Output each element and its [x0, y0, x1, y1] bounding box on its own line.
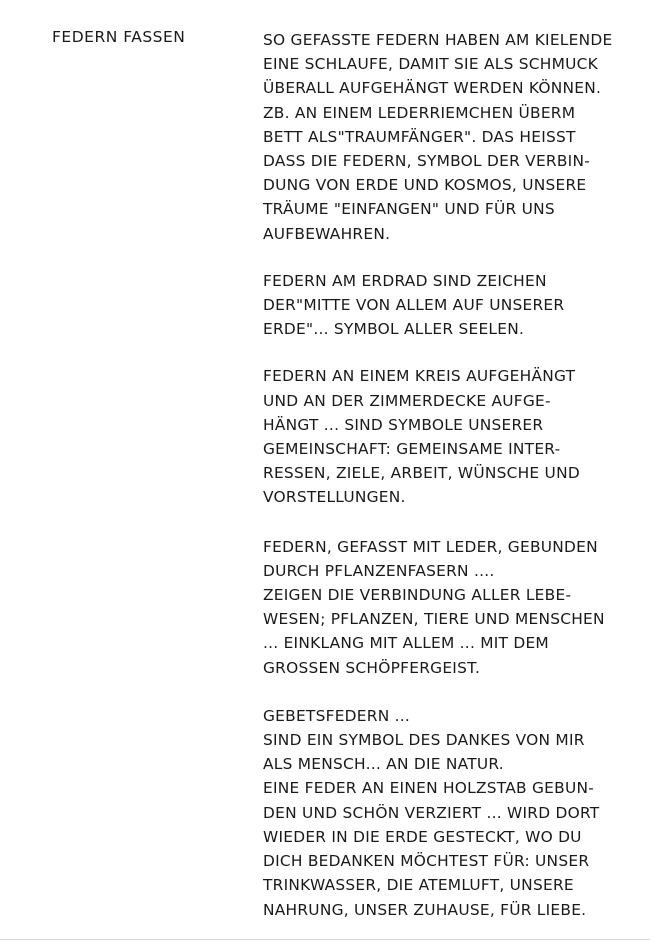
paragraph-5: [263, 704, 653, 922]
text-line: TRINKWASSER, DIE ATEMLUFT, UNSERE: [263, 876, 574, 895]
text-line: FEDERN, GEFASST MIT LEDER, GEBUNDEN: [263, 537, 598, 556]
paragraph-3: [263, 364, 653, 509]
text-line: DASS DIE FEDERN, SYMBOL DER VERBIN-: [263, 152, 591, 171]
paragraph-1: [263, 28, 653, 246]
text-line: RESSEN, ZIELE, ARBEIT, WÜNSCHE UND: [263, 464, 580, 483]
text-line: DER"MITTE VON ALLEM AUF UNSERER: [263, 296, 565, 315]
page-bottom-edge: [0, 939, 650, 940]
text-line: WESEN; PFLANZEN, TIERE UND MENSCHEN: [263, 610, 605, 629]
text-line: SO GEFASSTE FEDERN HABEN AM KIELENDE: [263, 31, 613, 49]
text-line: ERDE"... SYMBOL ALLER SEELEN.: [263, 320, 525, 339]
text-line: DICH BEDANKEN MÖCHTEST FÜR: UNSER: [263, 852, 590, 871]
text-line: EINE SCHLAUFE, DAMIT SIE ALS SCHMUCK: [263, 55, 598, 74]
text-line: GROSSEN SCHÖPFERGEIST.: [263, 658, 481, 677]
text-line: EINE FEDER AN EINEN HOLZSTAB GEBUN-: [263, 779, 595, 798]
paragraph-2: [263, 269, 653, 342]
text-line: TRÄUME "EINFANGEN" UND FÜR UNS: [263, 200, 555, 219]
text-line: VORSTELLUNGEN.: [263, 488, 406, 507]
text-line: WIEDER IN DIE ERDE GESTECKT, WO DU: [263, 827, 582, 846]
text-line: FEDERN AN EINEM KREIS AUFGEHÄNGT: [263, 367, 576, 386]
text-line: SIND EIN SYMBOL DES DANKES VON MIR: [263, 731, 585, 750]
text-body: [263, 28, 653, 922]
text-line: GEBETSFEDERN ...: [263, 706, 411, 725]
text-line: ÜBERALL AUFGEHÄNGT WERDEN KÖNNEN.: [263, 79, 602, 98]
text-line: DUNG VON ERDE UND KOSMOS, UNSERE: [263, 176, 587, 195]
text-line: BETT ALS"TRAUMFÄNGER". DAS HEISST: [263, 127, 576, 146]
text-line: ZEIGEN DIE VERBINDUNG ALLER LEBE-: [263, 586, 572, 605]
text-line: HÄNGT ... SIND SYMBOLE UNSERER: [263, 415, 544, 434]
text-line: AUFBEWAHREN.: [263, 224, 391, 243]
text-line: NAHRUNG, UNSER ZUHAUSE, FÜR LIEBE.: [263, 900, 587, 919]
text-line: ALS MENSCH... AN DIE NATUR.: [263, 755, 504, 774]
text-line: FEDERN AM ERDRAD SIND ZEICHEN: [263, 271, 547, 290]
paragraph-4: [263, 535, 653, 680]
text-line: DEN UND SCHÖN VERZIERT ... WIRD DORT: [263, 803, 600, 822]
text-line: DURCH PFLANZENFASERN ....: [263, 561, 495, 580]
page-title: FEDERN FASSEN: [52, 28, 186, 46]
text-line: ... EINKLANG MIT ALLEM ... MIT DEM: [263, 634, 549, 653]
text-line: ZB. AN EINEM LEDERRIEMCHEN ÜBERM: [263, 103, 576, 122]
text-line: GEMEINSCHAFT: GEMEINSAME INTER-: [263, 440, 561, 459]
text-line: UND AN DER ZIMMERDECKE AUFGE-: [263, 391, 551, 410]
